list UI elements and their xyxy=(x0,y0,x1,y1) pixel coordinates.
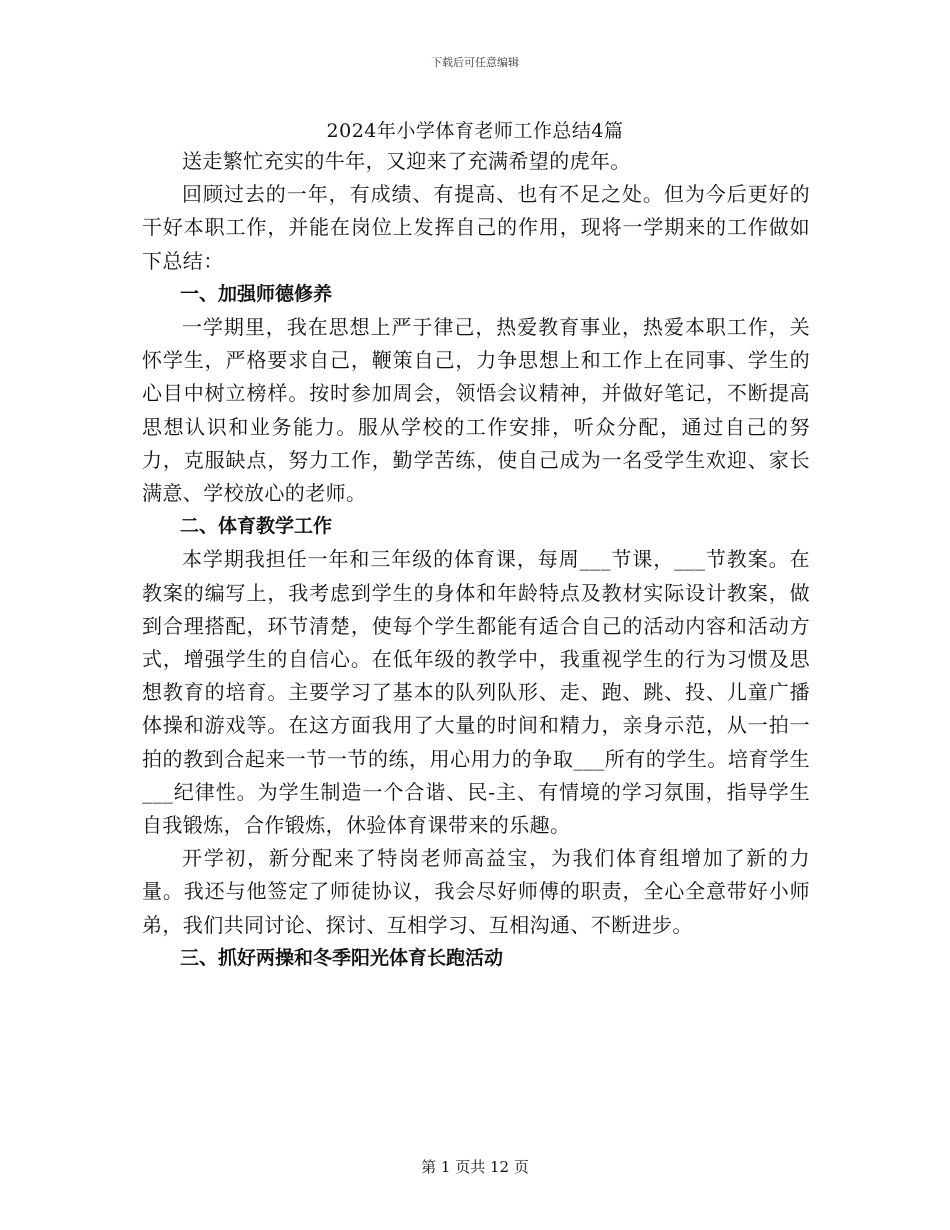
intro-paragraph: 回顾过去的一年，有成绩、有提高、也有不足之处。但为今后更好的干好本职工作，并能在岗位上发挥自己的作用，现将一学期来的工作做如下总结： xyxy=(142,182,810,273)
section-heading: 二、体育教学工作 xyxy=(180,515,333,538)
section-heading: 一、加强师德修养 xyxy=(180,282,333,305)
section-paragraph: 本学期我担任一年和三年级的体育课，每周___节课，___节教案。在教案的编写上，我考虑到学生的身体和年龄特点及教材实际设计教案，做到合理搭配，环节清楚，使每个学生都能有适合自己的活动内容和活动方式，增强学生的自信心。在低年级的教学中，我重视学生的行为习惯及思想教育的培育。主要学习了基本的队列队形、走、跑、跳、投、儿童广播体操和游戏等。在这方面我用了大量的时间和精力，亲身示范，从一拍一拍的教到合起来一节一节的练，用心用力的争取___所有的学生。培育学生___纪律性。为学生制造一个合谐、民-主、有情境的学习氛围，指导学生自我锻炼，合作锻炼，休验体育课带来的乐趣。 xyxy=(142,547,810,838)
section-paragraph: 一学期里，我在思想上严于律己，热爱教育事业，热爱本职工作，关怀学生，严格要求自己，鞭策自己，力争思想上和工作上在同事、学生的心目中树立榜样。按时参加周会，领悟会议精神，并做好笔记，不断提高思想认识和业务能力。服从学校的工作安排，听众分配，通过自己的努力，克服缺点，努力工作，勤学苦练，使自己成为一名受学生欢迎、家长满意、学校放心的老师。 xyxy=(142,315,810,506)
section-heading: 三、抓好两操和冬季阳光体育长跑活动 xyxy=(180,946,504,969)
page-number: 第 1 页共 12 页 xyxy=(421,1158,529,1176)
intro-paragraph: 送走繁忙充实的牛年，又迎来了充满希望的虎年。 xyxy=(182,149,631,173)
document-body xyxy=(142,145,810,975)
section-paragraph: 开学初，新分配来了特岗老师高益宝，为我们体育组增加了新的力量。我还与他签定了师徒协议，我会尽好师傅的职责，全心全意带好小师弟，我们共同讨论、探讨、互相学习、互相沟通、不断进步。 xyxy=(142,846,810,937)
header-note: 下载后可任意编辑 xyxy=(431,56,519,69)
document-title: 2024年小学体育老师工作总结4篇 xyxy=(326,120,624,142)
